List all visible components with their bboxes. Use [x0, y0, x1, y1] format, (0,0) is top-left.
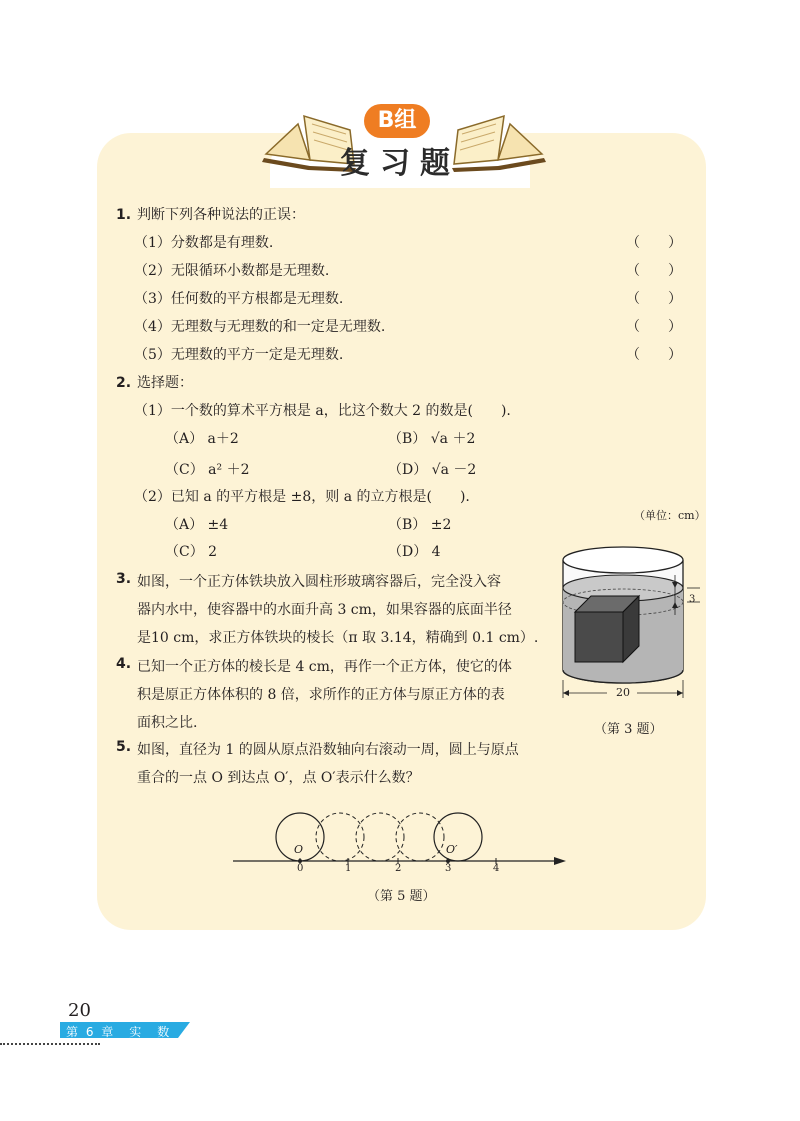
fig3-cylinder-diagram — [545, 520, 705, 705]
group-badge: B组 — [364, 104, 430, 138]
fig5-point-o-prime-label: O′ — [446, 843, 458, 856]
fig3-caption: （第 3 题） — [594, 722, 663, 737]
section-title: 复习题 — [340, 146, 460, 181]
fig5-tick-label: 4 — [493, 863, 500, 874]
fig3-unit: （单位：cm） — [634, 509, 706, 522]
q3-text: 如图，一个正方体铁块放入圆柱形玻璃容器后，完全没入容 器内水中，使容器中的水面升高 3 cm，如果容器的底面半径 是10 cm，求正方体铁块的棱长（π 取 3.14，精确到 0.1 cm）. — [137, 574, 539, 646]
footer-dotted-rule — [0, 1043, 100, 1045]
fig5-tick-label: 0 — [297, 863, 304, 874]
q1-item-2: （2）无限循环小数都是无理数. — [134, 263, 330, 279]
fig5-tick-label: 3 — [445, 863, 452, 874]
q2-number: 2. — [116, 375, 132, 391]
fig5-point-o-label: O — [294, 843, 304, 856]
q2-sub1-stem: （1）一个数的算术平方根是 a，比这个数大 2 的数是( ). — [134, 403, 511, 419]
answer-paren: （ ） — [626, 235, 682, 251]
q4-number: 4. — [116, 656, 132, 672]
q5-text: 如图，直径为 1 的圆从原点沿数轴向右滚动一周，圆上与原点 重合的一点 O 到达点 O′，点 O′表示什么数？ — [137, 742, 519, 786]
fig5-tick-label: 1 — [345, 863, 352, 874]
q1-item-5: （5）无理数的平方一定是无理数. — [134, 347, 344, 363]
fig3-height-label: 3 — [689, 594, 696, 605]
chapter-label: 第 6 章 实 数 — [66, 1025, 172, 1039]
q1-item-4: （4）无理数与无理数的和一定是无理数. — [134, 319, 386, 335]
q2-sub1-option-a: （A） a＋2 — [165, 431, 239, 447]
q1-item-1: （1）分数都是有理数. — [134, 235, 274, 251]
q1-number: 1. — [116, 207, 132, 223]
q2-sub1-option-d: （D） √a －2 — [388, 462, 477, 478]
q4-text: 已知一个正方体的棱长是 4 cm，再作一个正方体，使它的体 积是原正方体体积的 8 倍，求所作的正方体与原正方体的表 面积之比. — [137, 659, 512, 731]
q2-sub2-option-b: （B） ±2 — [388, 517, 452, 533]
answer-paren: （ ） — [626, 347, 682, 363]
q1-stem: 判断下列各种说法的正误： — [137, 207, 305, 223]
fig5-caption: （第 5 题） — [367, 889, 436, 904]
q2-sub2-stem: （2）已知 a 的平方根是 ±8，则 a 的立方根是( ). — [134, 489, 470, 505]
fig5-tick-label: 2 — [395, 863, 402, 874]
answer-paren: （ ） — [626, 291, 682, 307]
q5-number: 5. — [116, 739, 132, 755]
q2-sub1-option-c: （C） a² ＋2 — [165, 462, 250, 478]
answer-paren: （ ） — [626, 263, 682, 279]
q2-sub2-option-d: （D） 4 — [388, 544, 441, 560]
fig3-width-label: 20 — [616, 686, 630, 699]
q1-item-3: （3）任何数的平方根都是无理数. — [134, 291, 344, 307]
page-number: 20 — [68, 1000, 91, 1021]
q3-number: 3. — [116, 571, 132, 587]
answer-paren: （ ） — [626, 319, 682, 335]
q2-sub1-option-b: （B） √a ＋2 — [388, 431, 476, 447]
q2-sub2-option-a: （A） ±4 — [165, 517, 229, 533]
q2-stem: 选择题： — [137, 375, 193, 391]
q2-sub2-option-c: （C） 2 — [165, 544, 218, 560]
